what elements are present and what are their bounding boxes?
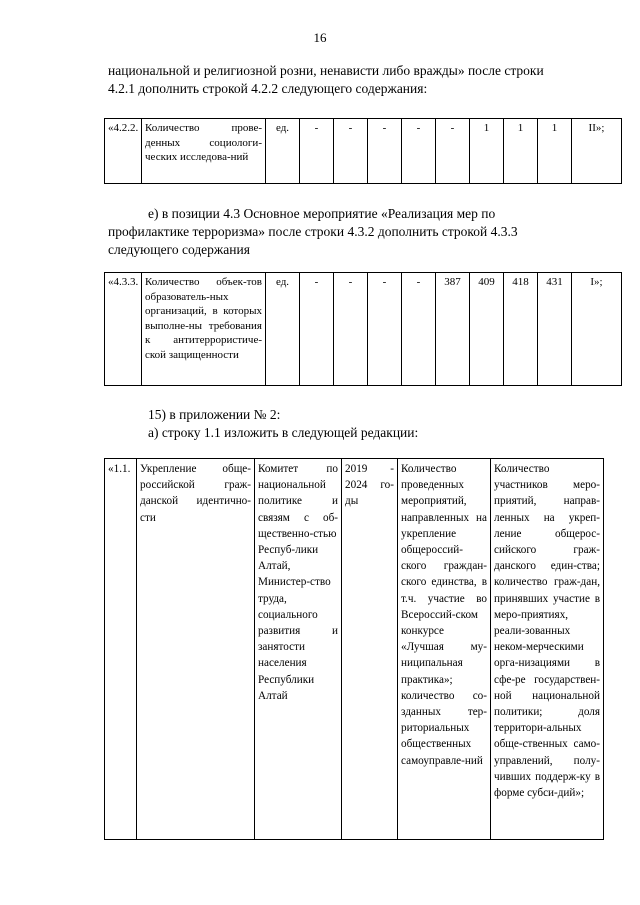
cell-executor: Комитет по национальной политике и связям с об-щественно-стью Респуб-лики Алтай, Министер-ство труда, социального развития и занятости населения Республики Алтай xyxy=(255,459,342,840)
cell-value: - xyxy=(334,273,368,386)
paragraph-e-line-3: следующего содержания xyxy=(108,242,250,257)
paragraph-15-line-1: 15) в приложении № 2: xyxy=(148,407,281,422)
table-row-1-1 xyxy=(104,458,604,840)
cell-result: Количество участников меро-приятий, направ-ленных на укреп-ление общерос-сийского граж-данского един-ства; количество граж-дан, принявших участие в меро-приятиях, реали-зованных неком-мерческими орга-низациями в сфе-ре государствен-ной национальной политики; доля территори-альных обще-ственных само-управлений, полу-чивших поддерж-ку в форме субси-дий»; xyxy=(491,459,604,840)
table-row-4-2-2 xyxy=(104,118,622,184)
paragraph-15-line-2: а) строку 1.1 изложить в следующей редакции: xyxy=(148,425,419,440)
cell-value: - xyxy=(402,273,436,386)
cell-name: Укрепление обще-российской граж-данской идентично-сти xyxy=(137,459,255,840)
intro-line-2: 4.2.1 дополнить строкой 4.2.2 следующего содержания: xyxy=(108,81,428,96)
cell-value: - xyxy=(436,119,470,184)
paragraph-e-line-2: профилактике терроризма» после строки 4.3.2 дополнить строкой 4.3.3 xyxy=(108,224,518,239)
cell-value: - xyxy=(300,273,334,386)
cell-value: - xyxy=(300,119,334,184)
cell-value: 1 xyxy=(538,119,572,184)
cell-value: 409 xyxy=(470,273,504,386)
paragraph-e xyxy=(108,205,600,259)
cell-value: 418 xyxy=(504,273,538,386)
cell-period: 2019 - 2024 го-ды xyxy=(342,459,398,840)
cell-value: 1 xyxy=(470,119,504,184)
paragraph-15 xyxy=(148,406,600,442)
cell-value: 1 xyxy=(504,119,538,184)
cell-value: - xyxy=(334,119,368,184)
cell-last: II»; xyxy=(572,119,622,184)
intro-paragraph xyxy=(108,62,600,98)
cell-value: - xyxy=(368,119,402,184)
cell-num: «4.3.3. xyxy=(105,273,142,386)
cell-unit: ед. xyxy=(266,273,300,386)
cell-value: 387 xyxy=(436,273,470,386)
cell-value: - xyxy=(368,273,402,386)
cell-num: «1.1. xyxy=(105,459,137,840)
page-number: 16 xyxy=(313,30,327,45)
cell-num: «4.2.2. xyxy=(105,119,142,184)
intro-line-1: национальной и религиозной розни, ненависти либо вражды» после строки xyxy=(108,63,544,78)
table-row-4-3-3 xyxy=(104,272,622,386)
cell-name: Количество прове-денных социологи-ческих исследова-ний xyxy=(142,119,266,184)
cell-value: - xyxy=(402,119,436,184)
cell-unit: ед. xyxy=(266,119,300,184)
cell-last: I»; xyxy=(572,273,622,386)
cell-indicator: Количество проведенных мероприятий, направленных на укрепление общероссий-ского граждан-ского единства, в т.ч. участие во Всероссий-ском конкурсе «Лучшая му-ниципальная практика»; количество со-зданных тер-риториальных общественных самоуправле-ний xyxy=(398,459,491,840)
cell-value: 431 xyxy=(538,273,572,386)
cell-name: Количество объек-тов образователь-ных организаций, в которых выполне-ны требования к антитеррористиче-ской защищенности xyxy=(142,273,266,386)
paragraph-e-line-1: е) в позиции 4.3 Основное мероприятие «Реализация мер по xyxy=(148,206,496,221)
